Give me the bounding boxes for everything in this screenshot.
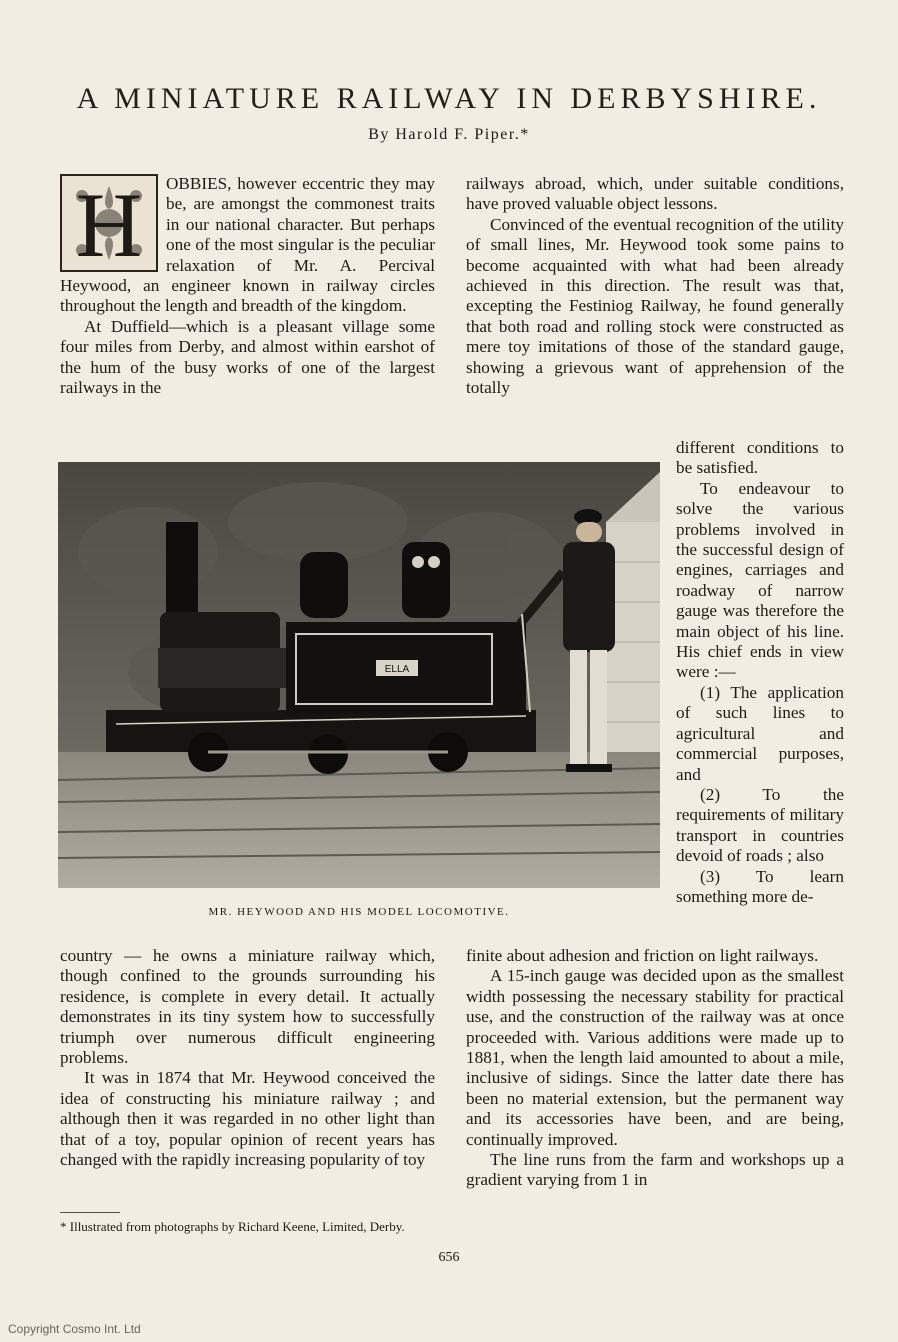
paragraph: To endeavour to solve the various problems involved in the successful design of engines, carriages and roadway of narrow gauge was therefore the main object of his line. His chief ends in view were :— <box>676 478 844 682</box>
paragraph: It was in 1874 that Mr. Heywood conceived the idea of constructing his miniature railway ; and although then it was regarded in no other light than that of a toy, popular opinion of recent years has changed with the rapidly increasing popularity of toy <box>60 1068 435 1170</box>
footnote-rule <box>60 1212 120 1213</box>
page-number: 656 <box>438 1250 460 1265</box>
locomotive-illustration <box>58 462 660 888</box>
locomotive-photo <box>58 462 660 888</box>
column-left-top <box>60 174 435 398</box>
footnote: * Illustrated from photographs by Richard Keene, Limited, Derby. <box>60 1219 405 1234</box>
dropcap-letter: H <box>75 176 143 270</box>
column-right-narrow <box>676 438 844 907</box>
column-right-top <box>466 174 844 398</box>
paragraph: finite about adhesion and friction on light railways. <box>466 946 819 965</box>
copyright-watermark: Copyright Cosmo Int. Ltd <box>8 1322 141 1336</box>
paragraph: country — he owns a miniature railway which, though confined to the grounds surrounding his residence, is complete in every detail. It actually demonstrates in its tiny system how to successfully triumph over numerous difficult engineering problems. <box>60 946 435 1068</box>
locomotive-nameplate: ELLA <box>384 664 410 675</box>
article-title: A MINIATURE RAILWAY IN DERBYSHIRE. <box>76 82 822 115</box>
photo-caption: MR. HEYWOOD AND HIS MODEL LOCOMOTIVE. <box>208 906 510 918</box>
dropcap-ornament <box>60 174 158 272</box>
paragraph: different conditions to be satisfied. <box>676 438 844 478</box>
paragraph: A 15-inch gauge was decided upon as the smallest width possessing the necessary stability for practical use, and the construction of the railway was at once proceeded with. Various additions were made up to 1881, when the length laid amounted to about a mile, inclusive of sidings. Since the latter date there has been no material extension, but the permanent way and its accessories have been, and are being, continually improved. <box>466 966 844 1149</box>
paragraph: OBBIES, however eccentric they may be, are amongst the commonest traits in our national character. But perhaps one of the most singular is the peculiar relaxation of Mr. A. Percival Heywood, an engineer known in railway circles throughout the length and breadth of the kingdom. <box>60 174 435 316</box>
list-item: (1) The application of such lines to agricultural and commercial purposes, and <box>676 682 844 784</box>
paragraph: The line runs from the farm and workshops up a gradient varying from 1 in <box>466 1150 844 1190</box>
list-item: (3) To learn something more de- <box>676 866 844 906</box>
paragraph: Convinced of the eventual recognition of the utility of small lines, Mr. Heywood took some pains to become acquainted with what had been already achieved in this direction. The result was that, excepting the Festiniog Railway, he found generally that both road and rolling stock were constructed as mere toy imitations of those of the standard gauge, showing a grievous want of apprehension of the totally <box>466 214 844 398</box>
dropcap-floral-icon <box>62 176 156 270</box>
column-left-bottom <box>60 946 435 1170</box>
column-right-bottom <box>466 946 844 1191</box>
list-item: (2) To the requirements of military transport in countries devoid of roads ; also <box>676 784 844 866</box>
paragraph: At Duffield—which is a pleasant village some four miles from Derby, and almost within earshot of the hum of the busy works of one of the largest railways in the <box>60 316 435 398</box>
paragraph: railways abroad, which, under suitable conditions, have proved valuable object lessons. <box>466 174 844 214</box>
byline: By Harold F. Piper.* <box>368 126 530 143</box>
